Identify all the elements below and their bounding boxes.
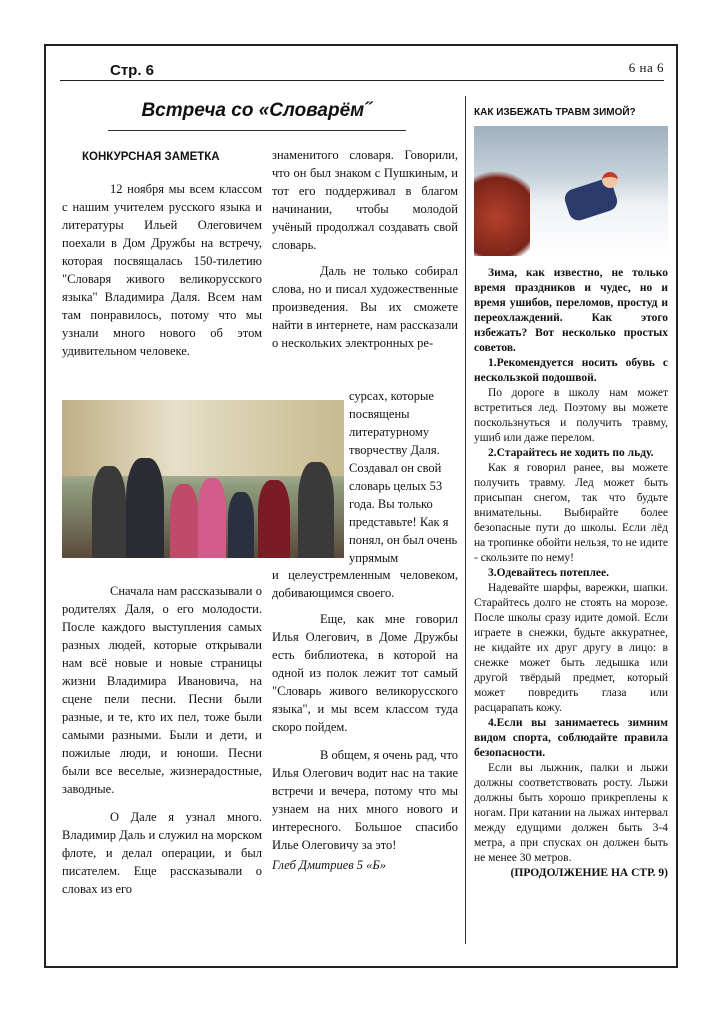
tip-text: Как я говорил ранее, вы можете получить травму. Лед может быть присыпан снегом, так что будьте внимательны. Выбирайте более безопасные пути до школы. Если лёд на тропинке обойти нельзя, то не идите - скользите по нему! [474,462,668,564]
tip-heading: 2.Старайтесь не ходить по льду. [488,447,654,459]
tip-text: По дороге в школу нам может встретиться лед. Поэтому вы можете поскользнуться и получить травму, ушиб или даже перелом. [474,387,668,444]
tip-text: Надевайте шарфы, варежки, шапки. Старайтесь долго не стоять на морозе. После школы сразу идите домой. Если играете в снежки, будьте аккуратнее, не кидайте их друг другу в лицо: в снежке может быть ледышка или другой твёрдый предмет, который может повредить глаза или расцарапать кожу. [474,582,668,714]
continued-note: (ПРОДОЛЖЕНИЕ НА СТР. 9) [510,867,668,879]
article-paragraph: Даль не только собирал слова, но и писал художественные произведения. Вы их сможете найти в интернете, нам рассказали о нескольких электронных ре- [272,264,458,350]
article-paragraph: В общем, я очень рад, что Илья Олегович водит нас на такие встречи и вечера, потому что мы узнаем на них много нового и интересного. Большое спасибо Илье Олеговичу за это! [272,748,458,852]
column-divider [465,96,466,944]
article-subhead: КОНКУРСНАЯ ЗАМЕТКА [82,151,220,163]
article-column-2 [272,146,458,352]
article-title: Встреча со «Словарём˝ [141,100,371,121]
page-of-count: 6 на 6 [628,60,664,75]
article-paragraph: Сначала нам рассказывали о родителях Даля, о его молодости. После каждого выступления самых разных людей, которые открывали нам всё новые и новые страницы жизни Владимира Ивановича, на сцене пели песни. Песни были разные, и те, кто их пел, тоже были самыми разными. Были и дети, и пожилые люди, и юноши. Песни были все веселые, жизнерадостные, заводные. [62,584,262,796]
sidebar-header [474,105,668,120]
article-paragraph: Еще, как мне говорил Илья Олегович, в Доме Дружбы есть библиотека, в которой на одной из полок лежит тот самый "Словарь живого великорусского языка", и мы всем классом туда скоро пойдем. [272,612,458,734]
page-label: Стр. 6 [110,62,155,79]
sidebar-title: КАК ИЗБЕЖАТЬ ТРАВМ ЗИМОЙ? [474,107,636,118]
article-paragraph: 12 ноября мы всем классом с нашим учителем русского языка и литературы Ильей Олеговичем поехали в Дом Дружбы на встречу, которая посвящалась 150-тилетию "Словаря живого великорусского языка" Владимира Даля. Всем нам там понравилось, потому что мы узнали много нового об этом удивительном человеке. [62,182,262,358]
meeting-photo [62,400,344,558]
tip-heading: 3.Одевайтесь потеплее. [488,567,610,579]
article-paragraph: О Дале я узнал много. Владимир Даль и служил на морском флоте, и делал операции, и был писателем. Еще рассказывали о словах из его [62,810,262,896]
article-column-2-lower [272,566,458,874]
article-wrap-text: сурсах, которые посвящены литературному творчеству Даля. Создавал он свой словарь целых 53 года. Вы только представьте! Как я понял, он был очень упрямым [349,389,458,565]
winter-photo [474,126,668,256]
sidebar-intro: Зима, как известно, не только время праздников и чудес, но и время ушибов, переломов, простуд и переохлаждений. Как этого избежать? Вот несколько простых советов. [474,267,668,354]
tip-heading: 1.Рекомендуется носить обувь с нескользкой подошвой. [474,357,668,384]
tip-heading: 4.Если вы занимаетесь зимним видом спорта, соблюдайте правила безопасности. [474,717,668,759]
sidebar-column [474,266,668,881]
article-paragraph: знаменитого словаря. Говорили, что он был знаком с Пушкиным, и тот его поддерживал в благом начинании, чтобы молодой учёный продолжал создавать свой словарь. [272,148,458,252]
article-signature: Глеб Дмитриев 5 «Б» [272,858,387,872]
article-paragraph: и целеустремленным человеком, добивающимся своего. [272,568,458,600]
tip-text: Если вы лыжник, палки и лыжи должны соответствовать росту. Лыжи должны быть хорошо прикреплены к ногам. При катании на лыжах интервал между едущими должен быть 3-4 метра, а при спусках он должен быть не менее 30 метров. [474,762,668,864]
title-rule [108,130,406,131]
header-rule [60,80,664,81]
